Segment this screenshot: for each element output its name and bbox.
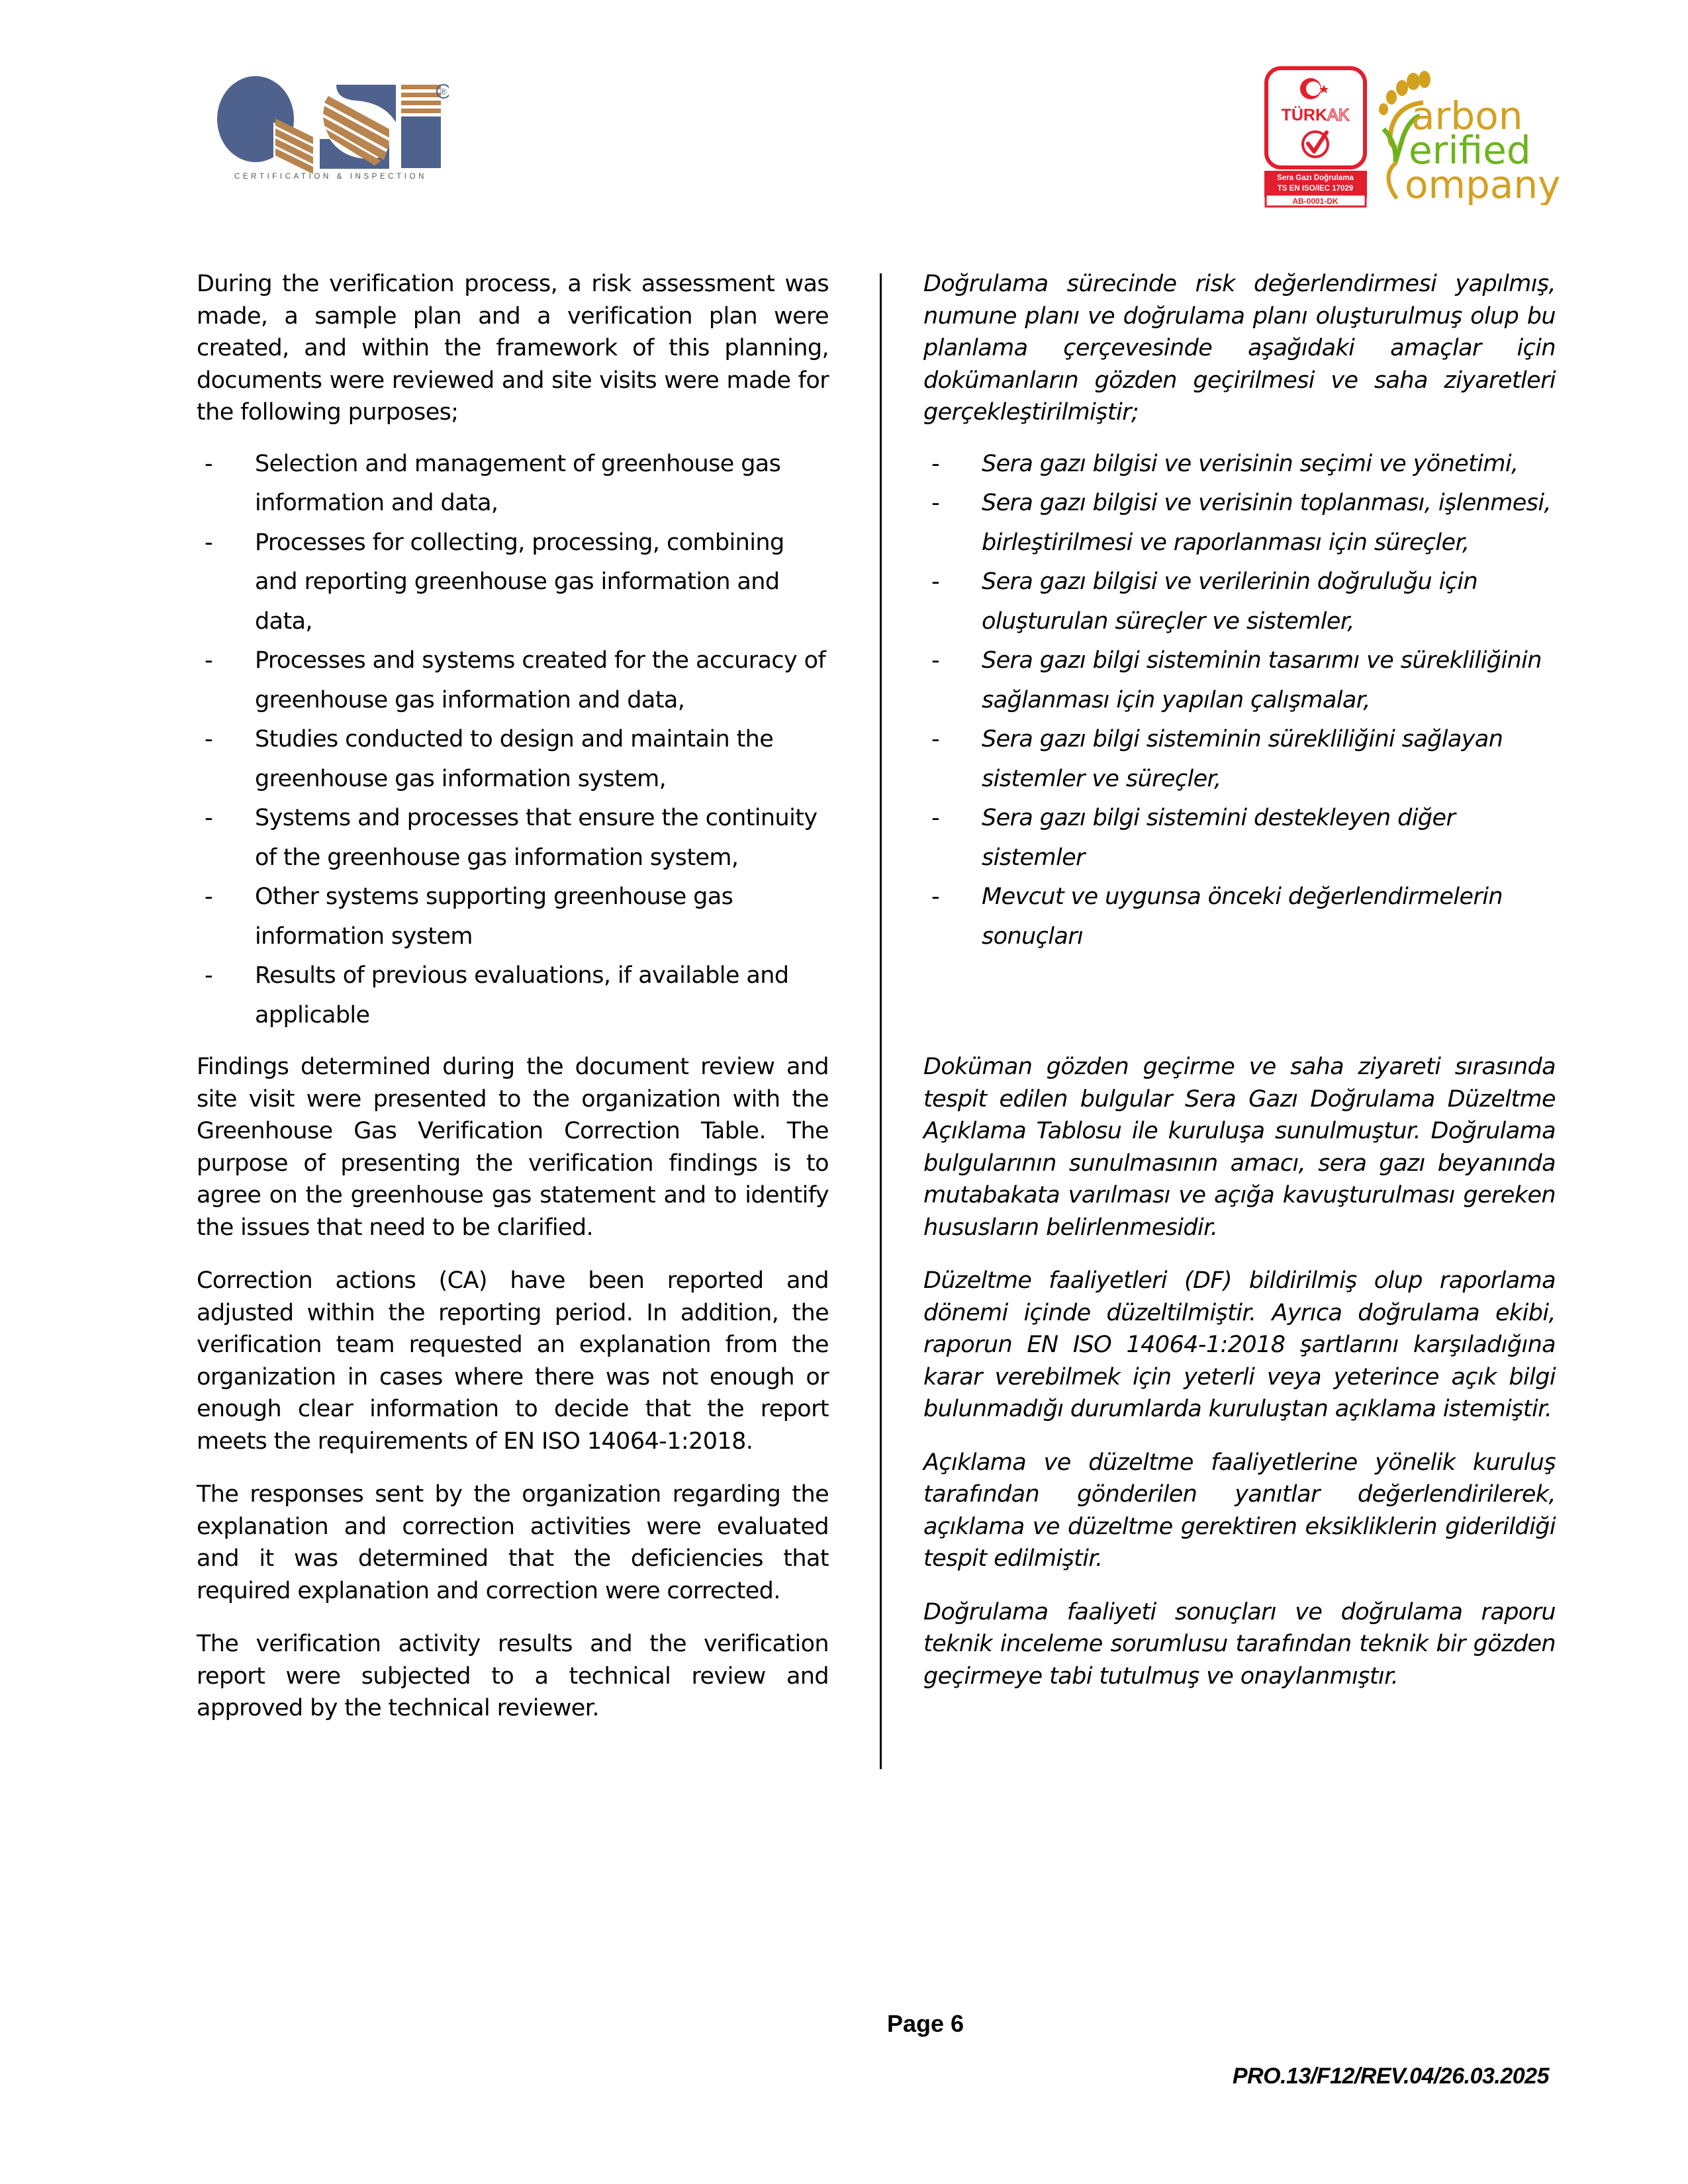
english-paragraph-corrections: Correction actions (CA) have been reported and adjusted within the reporting period. In addition, the verification team requested an explanation from the organization in cases where there was not enough or enough clear information to decide that the report meets the requirements of EN ISO 14064-1:2018. — [197, 1267, 829, 1455]
list-item — [923, 720, 1556, 799]
turkish-intro: Doğrulama sürecinde risk değerlendirmesi yapılmış, numune planı ve doğrulama planı oluşturulmuş olup bu planlama çerçevesinde aşağıdaki amaçlar için dokümanların gözden geçirilmesi ve saha ziyaretleri gerçekleştirilmiştir; — [923, 271, 1556, 426]
turkish-purpose-list — [923, 445, 1556, 957]
bullet-dash: - — [205, 726, 213, 752]
turkish-paragraph-responses: Açıklama ve düzeltme faaliyetlerine yönelik kuruluş tarafından gönderilen yanıtlar değerlendirilerek, açıklama ve düzeltme gerektiren eksikliklerin giderildiği tespit edilmiştir. — [923, 1449, 1556, 1572]
turkak-code: AB-0001-DK — [1292, 197, 1338, 206]
english-intro: During the verification process, a risk assessment was made, a sample plan and a verification plan were created, and within the framework of this planning, documents were reviewed and site visits were made for the following purposes; — [197, 271, 829, 426]
bullet-dash: - — [931, 805, 940, 831]
list-item-text: Processes for collecting, processing, combining and reporting greenhouse gas information and data, — [255, 529, 784, 635]
page-number: Page 6 — [887, 2010, 964, 2037]
turkish-paragraph-technical-review: Doğrulama faaliyeti sonuçları ve doğrulama raporu teknik inceleme sorumlusu tarafından teknik bir gözden geçirmeye tabi tutulmuş ve onaylanmıştır. — [923, 1598, 1556, 1690]
list-item — [197, 445, 829, 523]
bullet-dash: - — [205, 962, 213, 989]
turkish-paragraph-corrections: Düzeltme faaliyetleri (DF) bildirilmiş olup raporlama dönemi içinde düzeltilmiştir. Ayrıca doğrulama ekibi, raporun EN ISO 14064-1:2018 şartlarını karşıladığına karar verebilmek için yeterli veya yeterince açık bilgi bulunmadığı durumlarda kuruluştan açıklama istemiştir. — [923, 1267, 1556, 1422]
turkak-line2: TS EN ISO/IEC 17029 — [1277, 185, 1354, 193]
list-item — [923, 799, 1556, 878]
turkish-findings-section — [923, 1051, 1556, 1692]
turkak-line1: Sera Gazı Doğrulama — [1277, 174, 1354, 182]
bullet-dash: - — [205, 450, 213, 477]
list-item — [923, 563, 1556, 641]
turkak-brand: TÜRKAK — [1281, 106, 1350, 124]
list-item-text: Sera gazı bilgisi ve verilerinin doğruluğu için oluşturulan süreçler ve sistemler, — [982, 569, 1478, 635]
english-purpose-list — [197, 445, 829, 1036]
list-item-text: Sera gazı bilgisi ve verisinin seçimi ve yönetimi, — [982, 450, 1519, 477]
bullet-dash: - — [931, 490, 940, 516]
qsi-logo-graphic — [211, 66, 449, 179]
list-item-text: Other systems supporting greenhouse gas information system — [255, 884, 733, 950]
turkish-paragraph-findings: Doküman gözden geçirme ve saha ziyareti sırasında tespit edilen bulgular Sera Gazı Doğrulama Düzeltme Açıklama Tablosu ile kuruluşa sunulmuştur. Doğrulama bulgularının sunulmasının amacı, sera gazı beyanında mutabakata varılması ve açığa kavuşturulması gereken hususların belirlenmesidir. — [923, 1054, 1556, 1241]
list-item — [923, 878, 1556, 956]
registered-mark: ® — [440, 87, 447, 97]
q-stripes — [275, 118, 313, 174]
bullet-dash: - — [931, 647, 940, 674]
list-item-text: Processes and systems created for the accuracy of greenhouse gas information and data, — [255, 647, 826, 713]
company-word: ompany — [1405, 162, 1561, 205]
bullet-dash: - — [931, 726, 940, 752]
bullet-dash: - — [931, 450, 940, 477]
bullet-dash: - — [205, 805, 213, 831]
list-item-text: Results of previous evaluations, if available and applicable — [255, 962, 789, 1028]
list-item — [197, 720, 829, 799]
column-divider — [880, 273, 882, 1769]
list-item — [197, 799, 829, 878]
english-findings-section — [197, 1051, 829, 1725]
carbon-word: arbon — [1411, 93, 1523, 138]
english-paragraph-findings: Findings determined during the document review and site visit were presented to the organization with the Greenhouse Gas Verification Correction Table. The purpose of presenting the verification findings is to agree on the greenhouse gas statement and to identify the issues that need to be clarified. — [197, 1054, 829, 1241]
bullet-dash: - — [205, 529, 213, 556]
list-item — [197, 956, 829, 1035]
list-item-text: Selection and management of greenhouse gas information and data, — [255, 450, 781, 516]
form-code: PRO.13/F12/REV.04/26.03.2025 — [1232, 2064, 1549, 2089]
list-item — [197, 523, 829, 642]
list-item-text: Sera gazı bilgisi ve verisinin toplanması, işlenmesi, birleştirilmesi ve raporlanması için süreçler, — [982, 490, 1551, 556]
english-paragraph-responses: The responses sent by the organization regarding the explanation and correction activities were evaluated and it was determined that the deficiencies that required explanation and correction were corrected. — [197, 1481, 829, 1604]
bullet-dash: - — [931, 569, 940, 595]
turkish-column — [923, 268, 1556, 956]
bullet-dash: - — [931, 884, 940, 910]
list-item-text: Studies conducted to design and maintain the greenhouse gas information system, — [255, 726, 774, 792]
bullet-dash: - — [205, 647, 213, 674]
english-paragraph-technical-review: The verification activity results and the verification report were subjected to a technical review and approved by the technical reviewer. — [197, 1631, 829, 1721]
list-item-text: Mevcut ve uygunsa önceki değerlendirmelerin sonuçları — [982, 884, 1503, 950]
verified-word: erified — [1409, 128, 1531, 173]
carbon-verified-logo — [1377, 63, 1575, 205]
list-item-text: Systems and processes that ensure the continuity of the greenhouse gas information system, — [255, 805, 818, 871]
turkak-logo — [1264, 66, 1367, 208]
list-item-text: Sera gazı bilgi sisteminin tasarımı ve sürekliliğinin sağlanması için yapılan çalışmalar, — [982, 647, 1542, 713]
qsi-logo — [211, 66, 449, 179]
list-item — [197, 641, 829, 720]
list-item — [197, 878, 829, 956]
list-item — [923, 641, 1556, 720]
list-item-text: Sera gazı bilgi sisteminin sürekliliğini sağlayan sistemler ve süreçler, — [982, 726, 1503, 792]
qsi-tagline: CERTIFICATION & INSPECTION — [234, 173, 428, 179]
bullet-dash: - — [205, 884, 213, 910]
list-item — [923, 484, 1556, 563]
english-column — [197, 268, 829, 1035]
list-item-text: Sera gazı bilgi sistemini destekleyen diğer sistemler — [982, 805, 1456, 871]
list-item — [923, 445, 1556, 484]
